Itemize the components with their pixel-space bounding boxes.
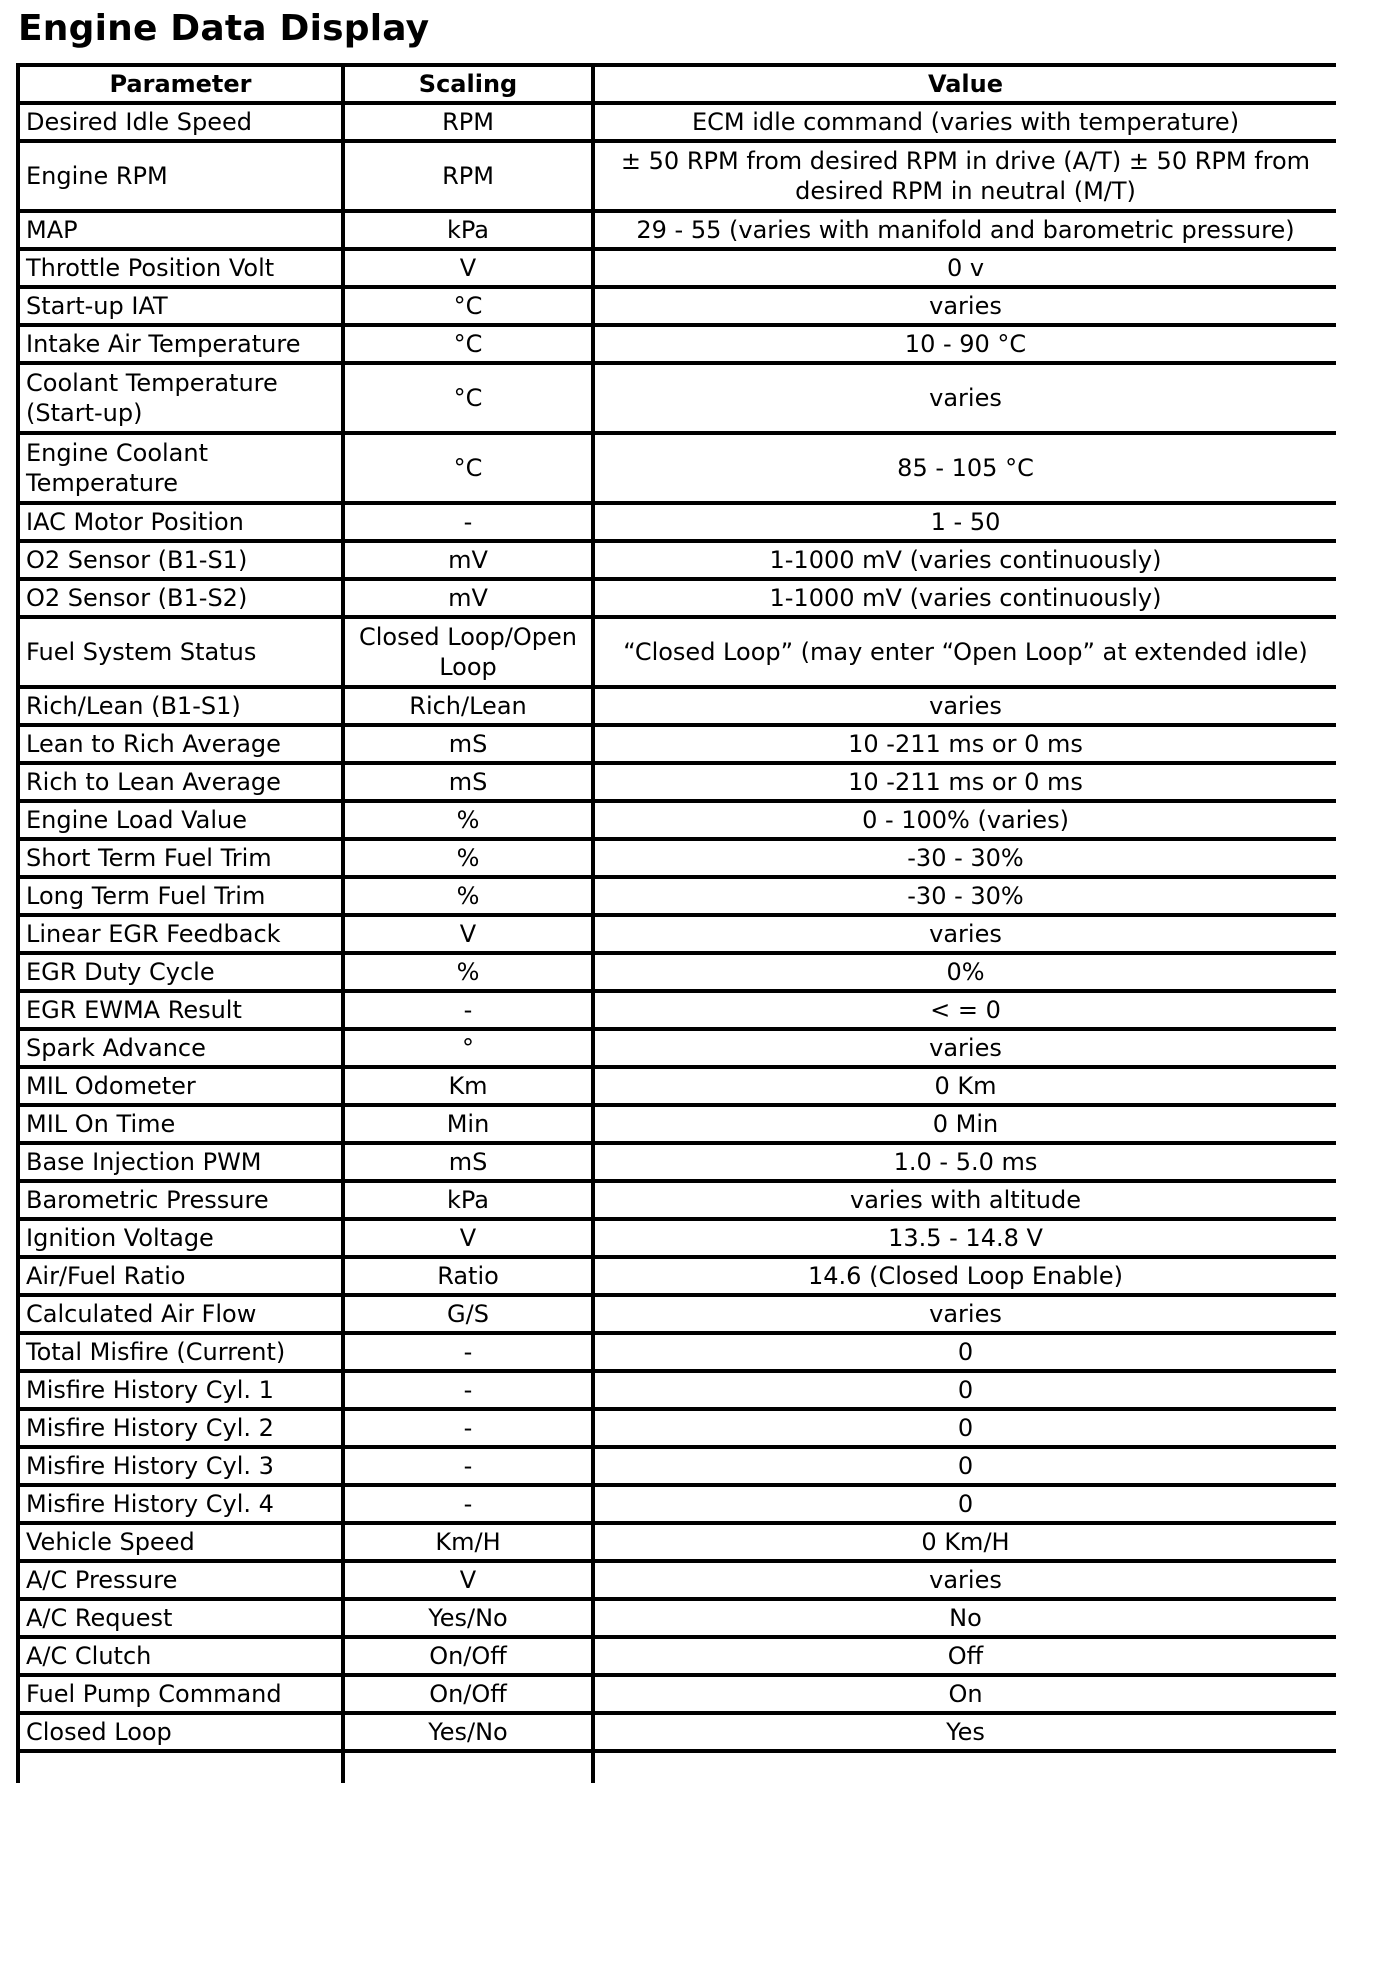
cell-parameter: A/C Clutch — [18, 1637, 343, 1675]
table-continuation-row — [18, 1751, 1336, 1783]
cell-parameter: Engine Load Value — [18, 801, 343, 839]
cell-value: 0% — [593, 953, 1336, 991]
cell-value: ± 50 RPM from desired RPM in drive (A/T) ± 50 RPM from desired RPM in neutral (M/T) — [593, 141, 1336, 211]
cell-parameter: Calculated Air Flow — [18, 1295, 343, 1333]
cell-value: 1-1000 mV (varies continuously) — [593, 541, 1336, 579]
table-row — [18, 991, 1336, 1029]
table-row — [18, 433, 1336, 503]
cell-parameter: IAC Motor Position — [18, 503, 343, 541]
cell-value: 1 - 50 — [593, 503, 1336, 541]
cell-scaling: On/Off — [343, 1637, 593, 1675]
cell-value: -30 - 30% — [593, 877, 1336, 915]
table-row — [18, 915, 1336, 953]
table-row — [18, 1409, 1336, 1447]
cell-parameter: EGR EWMA Result — [18, 991, 343, 1029]
cell-scaling: - — [343, 1447, 593, 1485]
cell-parameter: Closed Loop — [18, 1713, 343, 1751]
cell-scaling: % — [343, 839, 593, 877]
table-row — [18, 1181, 1336, 1219]
cell-parameter: Coolant Temperature (Start-up) — [18, 363, 343, 433]
cell-parameter: Fuel System Status — [18, 617, 343, 687]
table-row — [18, 725, 1336, 763]
table-row — [18, 1485, 1336, 1523]
cell-scaling: On/Off — [343, 1675, 593, 1713]
table-header-row — [18, 65, 1336, 103]
table-row — [18, 1143, 1336, 1181]
cell-scaling: kPa — [343, 1181, 593, 1219]
table-row — [18, 687, 1336, 725]
cell-parameter: Rich to Lean Average — [18, 763, 343, 801]
cell-parameter: Desired Idle Speed — [18, 103, 343, 141]
table-row — [18, 249, 1336, 287]
cell-scaling: mS — [343, 725, 593, 763]
header-value: Value — [593, 65, 1336, 103]
cell-scaling: Rich/Lean — [343, 687, 593, 725]
table-row — [18, 763, 1336, 801]
cell-parameter: Misfire History Cyl. 3 — [18, 1447, 343, 1485]
cell-scaling: mS — [343, 1143, 593, 1181]
empty-cell — [18, 1751, 343, 1783]
table-row — [18, 1257, 1336, 1295]
cell-value: varies — [593, 1029, 1336, 1067]
header-scaling: Scaling — [343, 65, 593, 103]
cell-parameter: A/C Request — [18, 1599, 343, 1637]
engine-data-table-wrapper — [16, 63, 1336, 1960]
cell-scaling: Km/H — [343, 1523, 593, 1561]
cell-scaling: V — [343, 915, 593, 953]
cell-scaling: °C — [343, 433, 593, 503]
table-row — [18, 103, 1336, 141]
cell-parameter: Misfire History Cyl. 4 — [18, 1485, 343, 1523]
cell-parameter: Misfire History Cyl. 1 — [18, 1371, 343, 1409]
cell-scaling: kPa — [343, 211, 593, 249]
table-row — [18, 617, 1336, 687]
cell-parameter: O2 Sensor (B1-S2) — [18, 579, 343, 617]
cell-value: 0 v — [593, 249, 1336, 287]
cell-value: 1-1000 mV (varies continuously) — [593, 579, 1336, 617]
cell-value: 13.5 - 14.8 V — [593, 1219, 1336, 1257]
cell-value: 0 Km/H — [593, 1523, 1336, 1561]
empty-cell — [343, 1751, 593, 1783]
table-row — [18, 141, 1336, 211]
table-row — [18, 1675, 1336, 1713]
cell-value: 0 Min — [593, 1105, 1336, 1143]
table-row — [18, 1333, 1336, 1371]
cell-scaling: Ratio — [343, 1257, 593, 1295]
cell-scaling: % — [343, 953, 593, 991]
cell-parameter: Air/Fuel Ratio — [18, 1257, 343, 1295]
cell-parameter: A/C Pressure — [18, 1561, 343, 1599]
table-row — [18, 953, 1336, 991]
empty-cell — [593, 1751, 1336, 1783]
cell-parameter: EGR Duty Cycle — [18, 953, 343, 991]
cell-parameter: Misfire History Cyl. 2 — [18, 1409, 343, 1447]
table-row — [18, 541, 1336, 579]
cell-parameter: Barometric Pressure — [18, 1181, 343, 1219]
cell-scaling: Yes/No — [343, 1599, 593, 1637]
table-row — [18, 1447, 1336, 1485]
page-title: Engine Data Display — [18, 8, 430, 49]
table-row — [18, 287, 1336, 325]
cell-parameter: Base Injection PWM — [18, 1143, 343, 1181]
cell-scaling: Min — [343, 1105, 593, 1143]
engine-data-table — [16, 63, 1336, 1783]
cell-value: Off — [593, 1637, 1336, 1675]
cell-parameter: Short Term Fuel Trim — [18, 839, 343, 877]
cell-parameter: Fuel Pump Command — [18, 1675, 343, 1713]
cell-value: 0 — [593, 1409, 1336, 1447]
cell-scaling: Closed Loop/Open Loop — [343, 617, 593, 687]
table-row — [18, 1029, 1336, 1067]
cell-parameter: Engine Coolant Temperature — [18, 433, 343, 503]
table-row — [18, 1295, 1336, 1333]
cell-parameter: MIL Odometer — [18, 1067, 343, 1105]
cell-parameter: Rich/Lean (B1-S1) — [18, 687, 343, 725]
table-row — [18, 1371, 1336, 1409]
cell-value: 1.0 - 5.0 ms — [593, 1143, 1336, 1181]
cell-scaling: Km — [343, 1067, 593, 1105]
cell-scaling: °C — [343, 325, 593, 363]
table-row — [18, 363, 1336, 433]
cell-value: 0 Km — [593, 1067, 1336, 1105]
cell-scaling: ° — [343, 1029, 593, 1067]
cell-parameter: Linear EGR Feedback — [18, 915, 343, 953]
cell-value: 10 - 90 °C — [593, 325, 1336, 363]
table-row — [18, 839, 1336, 877]
cell-scaling: - — [343, 1371, 593, 1409]
cell-scaling: °C — [343, 287, 593, 325]
table-row — [18, 1105, 1336, 1143]
cell-parameter: O2 Sensor (B1-S1) — [18, 541, 343, 579]
cell-value: 0 — [593, 1447, 1336, 1485]
table-row — [18, 801, 1336, 839]
cell-scaling: °C — [343, 363, 593, 433]
cell-parameter: Vehicle Speed — [18, 1523, 343, 1561]
cell-scaling: - — [343, 1409, 593, 1447]
cell-scaling: mV — [343, 541, 593, 579]
table-row — [18, 1523, 1336, 1561]
cell-value: varies — [593, 915, 1336, 953]
cell-value: varies — [593, 1295, 1336, 1333]
cell-value: Yes — [593, 1713, 1336, 1751]
table-row — [18, 211, 1336, 249]
cell-value: varies — [593, 687, 1336, 725]
cell-parameter: Total Misfire (Current) — [18, 1333, 343, 1371]
cell-scaling: V — [343, 249, 593, 287]
cell-parameter: Engine RPM — [18, 141, 343, 211]
cell-value: varies with altitude — [593, 1181, 1336, 1219]
cell-parameter: Throttle Position Volt — [18, 249, 343, 287]
table-row — [18, 503, 1336, 541]
header-parameter: Parameter — [18, 65, 343, 103]
cell-value: < = 0 — [593, 991, 1336, 1029]
cell-value: 10 -211 ms or 0 ms — [593, 725, 1336, 763]
cell-value: varies — [593, 287, 1336, 325]
cell-parameter: Lean to Rich Average — [18, 725, 343, 763]
table-row — [18, 1713, 1336, 1751]
cell-scaling: mS — [343, 763, 593, 801]
cell-scaling: G/S — [343, 1295, 593, 1333]
cell-value: 10 -211 ms or 0 ms — [593, 763, 1336, 801]
cell-value: 0 — [593, 1485, 1336, 1523]
table-row — [18, 1561, 1336, 1599]
cell-value: -30 - 30% — [593, 839, 1336, 877]
table-row — [18, 877, 1336, 915]
cell-parameter: Long Term Fuel Trim — [18, 877, 343, 915]
cell-scaling: RPM — [343, 141, 593, 211]
cell-value: “Closed Loop” (may enter “Open Loop” at extended idle) — [593, 617, 1336, 687]
cell-scaling: RPM — [343, 103, 593, 141]
cell-scaling: Yes/No — [343, 1713, 593, 1751]
cell-parameter: MAP — [18, 211, 343, 249]
cell-value: varies — [593, 1561, 1336, 1599]
cell-value: varies — [593, 363, 1336, 433]
cell-value: 0 — [593, 1333, 1336, 1371]
table-row — [18, 579, 1336, 617]
cell-scaling: - — [343, 503, 593, 541]
cell-value: On — [593, 1675, 1336, 1713]
cell-scaling: - — [343, 1485, 593, 1523]
cell-value: 85 - 105 °C — [593, 433, 1336, 503]
cell-value: 0 — [593, 1371, 1336, 1409]
cell-scaling: V — [343, 1561, 593, 1599]
cell-parameter: Spark Advance — [18, 1029, 343, 1067]
cell-scaling: % — [343, 877, 593, 915]
cell-scaling: V — [343, 1219, 593, 1257]
cell-value: No — [593, 1599, 1336, 1637]
cell-value: 14.6 (Closed Loop Enable) — [593, 1257, 1336, 1295]
table-row — [18, 1599, 1336, 1637]
cell-value: ECM idle command (varies with temperature) — [593, 103, 1336, 141]
table-row — [18, 325, 1336, 363]
table-row — [18, 1637, 1336, 1675]
cell-scaling: mV — [343, 579, 593, 617]
table-row — [18, 1219, 1336, 1257]
table-body — [18, 103, 1336, 1783]
cell-scaling: % — [343, 801, 593, 839]
cell-scaling: - — [343, 1333, 593, 1371]
cell-value: 0 - 100% (varies) — [593, 801, 1336, 839]
cell-scaling: - — [343, 991, 593, 1029]
cell-parameter: MIL On Time — [18, 1105, 343, 1143]
table-row — [18, 1067, 1336, 1105]
cell-value: 29 - 55 (varies with manifold and barometric pressure) — [593, 211, 1336, 249]
cell-parameter: Start-up IAT — [18, 287, 343, 325]
cell-parameter: Intake Air Temperature — [18, 325, 343, 363]
cell-parameter: Ignition Voltage — [18, 1219, 343, 1257]
